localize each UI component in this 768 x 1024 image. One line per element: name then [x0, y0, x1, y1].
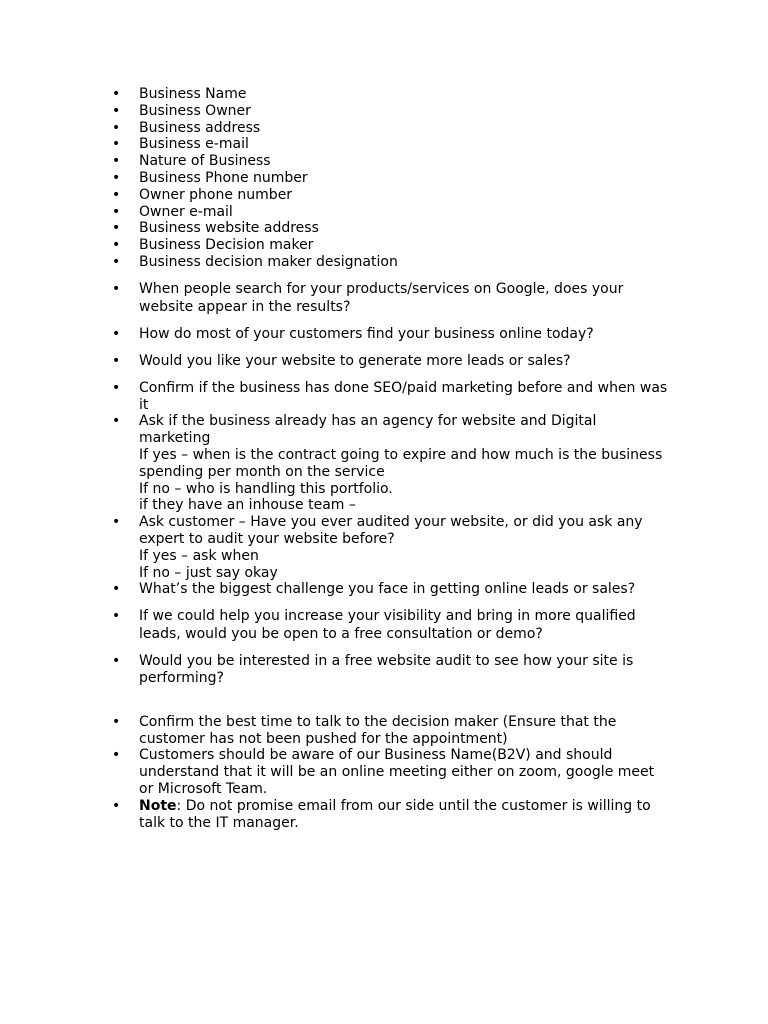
bullet: •: [112, 514, 121, 531]
list-item-question-find: [112, 325, 672, 343]
bullet: •: [112, 136, 121, 153]
field-label: Business Decision maker: [139, 237, 314, 254]
list-item-question-seo: [112, 380, 672, 414]
inhouse-text: if they have an inhouse team –: [139, 497, 356, 514]
if-yes-text: If yes – ask when: [139, 547, 259, 564]
question-text: Would you be interested in a free website audit to see how your site is performing?: [139, 653, 634, 686]
list-item-question-free-audit: [112, 653, 672, 687]
bullet: •: [112, 413, 121, 430]
list-item-best-time: [112, 714, 672, 748]
bullet: •: [112, 237, 121, 254]
question-text: Ask if the business already has an agency for website and Digital marketing: [139, 413, 597, 447]
bullet: •: [112, 653, 121, 670]
if-no-text: If no – who is handling this portfolio.: [139, 480, 393, 497]
question-text: Would you like your website to generate more leads or sales?: [139, 352, 571, 369]
bullet: •: [112, 280, 121, 297]
instruction-text: Confirm the best time to talk to the decision maker (Ensure that the customer has not been pushed for the appointment): [139, 713, 617, 747]
bullet: •: [112, 102, 121, 119]
field-label: Business Phone number: [139, 169, 308, 186]
field-label: Business website address: [139, 220, 319, 237]
question-text: Ask customer – Have you ever audited your website, or did you ask any expert to audit your website before?: [139, 514, 643, 547]
if-no-text: If no – just say okay: [139, 564, 278, 581]
note-text-block: [139, 798, 672, 832]
bullet: •: [112, 797, 121, 814]
list-item-note: [112, 798, 672, 832]
list-item-nature-of-business: [112, 153, 672, 170]
list-item-business-owner: [112, 103, 672, 120]
bullet: •: [112, 119, 121, 136]
list-item-question-leads: [112, 352, 672, 370]
bullet: •: [112, 581, 121, 598]
bullet: •: [112, 325, 121, 342]
bullet: •: [112, 203, 121, 220]
instruction-text: Customers should be aware of our Business Name(B2V) and should understand that it will be an online meeting either on zoom, google meet or Microsoft Team.: [139, 747, 655, 797]
checklist: [112, 86, 672, 831]
question-text: When people search for your products/services on Google, does your website appear in the results?: [139, 280, 624, 315]
bullet: •: [112, 379, 121, 396]
field-label: Business Name: [139, 86, 247, 102]
list-item-awareness: [112, 747, 672, 797]
bullet: •: [112, 253, 121, 270]
bullet: •: [112, 747, 121, 764]
list-item-owner-email: [112, 204, 672, 221]
field-label: Nature of Business: [139, 153, 271, 170]
list-item-business-phone: [112, 170, 672, 187]
question-text: What’s the biggest challenge you face in getting online leads or sales?: [139, 581, 636, 598]
field-label: Business e-mail: [139, 136, 249, 153]
list-item-question-agency: [112, 413, 672, 514]
bullet: •: [112, 352, 121, 369]
if-yes-text: If yes – when is the contract going to expire and how much is the business spending per month on the service: [139, 446, 663, 480]
list-item-decision-maker-designation: [112, 254, 672, 271]
bullet: •: [112, 713, 121, 730]
list-item-website-address: [112, 220, 672, 237]
list-item-owner-phone: [112, 187, 672, 204]
field-label: Business address: [139, 119, 261, 136]
list-item-question-audit: [112, 514, 672, 581]
list-item-decision-maker: [112, 237, 672, 254]
question-text: How do most of your customers find your business online today?: [139, 325, 594, 342]
list-item-question-consult: [112, 607, 672, 643]
bullet: •: [112, 608, 121, 625]
list-item-business-email: [112, 136, 672, 153]
list-item-question-search: [112, 280, 672, 316]
question-text: Confirm if the business has done SEO/paid marketing before and when was it: [139, 379, 668, 413]
note-label: Note: [139, 797, 177, 814]
bullet: •: [112, 186, 121, 203]
field-label: Business Owner: [139, 102, 251, 119]
bullet: •: [112, 153, 121, 170]
bullet: •: [112, 220, 121, 237]
field-label: Owner e-mail: [139, 203, 233, 220]
question-text: If we could help you increase your visibility and bring in more qualified leads, would you be open to a free consultation or demo?: [139, 608, 636, 643]
bullet: •: [112, 86, 121, 102]
list-item-business-name: [112, 86, 672, 103]
note-text: : Do not promise email from our side until the customer is willing to talk to the IT manager.: [139, 797, 651, 831]
field-label: Owner phone number: [139, 186, 293, 203]
list-item-business-address: [112, 120, 672, 137]
field-label: Business decision maker designation: [139, 253, 398, 270]
list-item-question-challenge: [112, 581, 672, 598]
bullet: •: [112, 169, 121, 186]
